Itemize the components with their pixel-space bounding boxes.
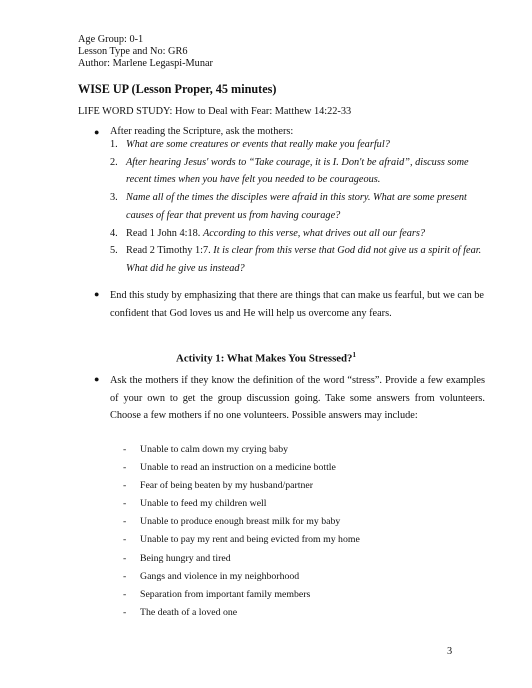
list-item: - The death of a loved one	[123, 606, 238, 618]
footnote-mark: 1	[352, 351, 356, 359]
life-word-study-heading: LIFE WORD STUDY: How to Deal with Fear: Matthew 14:22-33	[78, 106, 352, 117]
bullet-icon: ●	[94, 374, 100, 384]
list-item: - Separation from important family members	[123, 588, 311, 600]
lesson-header	[78, 34, 213, 71]
list-item: - Unable to read an instruction on a medicine bottle	[123, 462, 336, 474]
intro-bullet-text: After reading the Scripture, ask the mothers:	[110, 126, 294, 137]
author: Author: Marlene Legaspi-Munar	[78, 58, 213, 70]
list-item: - Unable to produce enough breast milk for my baby	[123, 516, 341, 528]
closing-bullet-text: End this study by emphasizing that there are things that can make us fearful, but we can be confident that God loves us and He will help us overcome any fears.	[110, 290, 485, 319]
age-group: Age Group: 0-1	[78, 34, 144, 45]
section-title: WISE UP (Lesson Proper, 45 minutes)	[78, 82, 277, 96]
bullet-icon: ●	[94, 289, 100, 299]
lesson-type: Lesson Type and No: GR6	[78, 46, 188, 58]
activity-instructions: Ask the mothers if they know the definition of the word “stress”. Provide a few examples of your own to get the group discussion going. Take some answers from volunteers. Choose a few mothers if no one volunteers. Possible answers may include:	[110, 375, 485, 422]
question-item: 2. After hearing Jesus' words to “Take courage, it is I. Don't be afraid”, discuss some recent times when you have felt you needed to be courageous.	[110, 156, 469, 186]
question-item: 1. What are some creatures or events that really make you fearful?	[110, 139, 390, 150]
question-item: 5. Read 2 Timothy 1:7. It is clear from this verse that God did not give us a spirit of fear. What did he give us instead?	[110, 245, 482, 274]
list-item: - Fear of being beaten by my husband/partner	[123, 480, 314, 492]
list-item: - Unable to pay my rent and being evicted from my home	[123, 534, 360, 546]
question-list	[110, 136, 482, 278]
list-item: - Unable to calm down my crying baby	[123, 444, 289, 455]
page-number: 3	[447, 646, 453, 657]
list-item: - Being hungry and tired	[123, 552, 231, 564]
question-item: 4. Read 1 John 4:18. According to this verse, what drives out all our fears?	[110, 227, 426, 239]
list-item: - Unable to feed my children well	[123, 498, 267, 510]
question-item: 3. Name all of the times the disciples were afraid in this story. What are some present causes of fear that prevent us from having courage?	[110, 192, 467, 221]
bullet-icon: ●	[94, 127, 100, 137]
possible-answers-list	[123, 441, 360, 622]
activity-title: Activity 1: What Makes You Stressed?$^1$	[176, 351, 356, 365]
list-item: - Gangs and violence in my neighborhood	[123, 570, 300, 582]
